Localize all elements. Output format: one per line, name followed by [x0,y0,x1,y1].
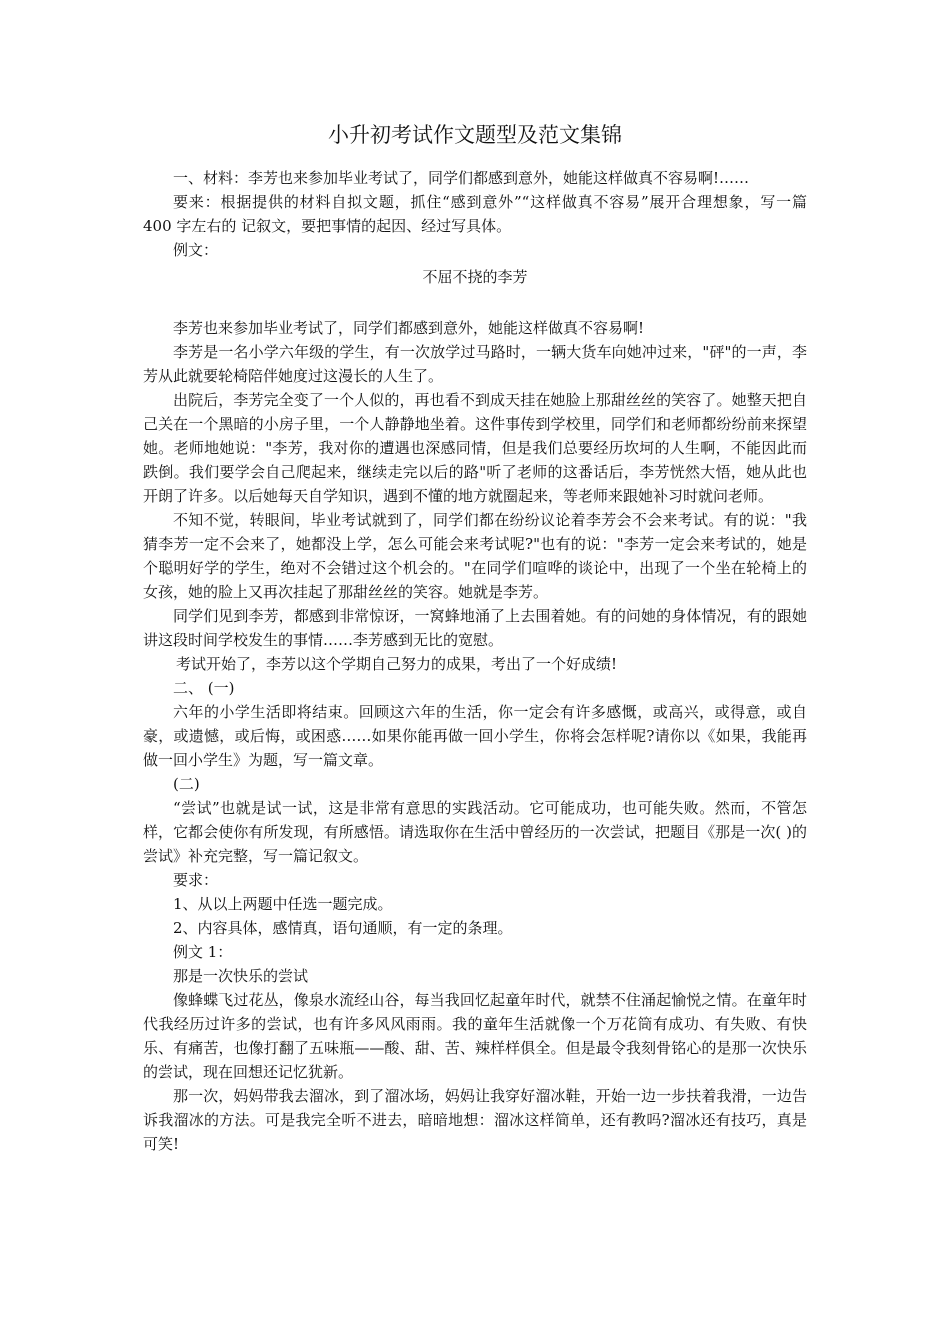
topic-one-paragraph: 六年的小学生活即将结束。回顾这六年的生活，你一定会有许多感慨，或高兴，或得意，或自豪，或遗憾，或后悔，或困惑……如果你能再做一回小学生，你将会怎样呢?请你以《如果，我能再做一回小学生》为题，写一篇文章。 [143,703,807,769]
essay-paragraph: 出院后，李芳完全变了一个人似的，再也看不到成天挂在她脸上那甜丝丝的笑容了。她整天把自己关在一个黑暗的小房子里，一个人静静地坐着。这件事传到学校里，同学们和老师都纷纷前来探望她。老师地她说："李芳，我对你的遭遇也深感同情，但是我们总要经历坎坷的人生啊，不能因此而跌倒。我们要学会自己爬起来，继续走完以后的路"听了老师的这番话后，李芳恍然大悟，她从此也开朗了许多。以后她每天自学知识，遇到不懂的地方就圈起来，等老师来跟她补习时就问老师。 [143,391,807,505]
part-two-sub-heading: (二) [173,775,200,793]
part-one-header [143,166,807,262]
essay-paragraph: 李芳也来参加毕业考试了，同学们都感到意外，她能这样做真不容易啊! [173,319,645,337]
requirement-item: 2、内容具体，感情真，语句通顺，有一定的条理。 [173,919,513,937]
example-label: 例文： [173,241,219,259]
requirement-item: 1、从以上两题中任选一题完成。 [173,895,393,913]
example-label: 例文 1： [173,943,233,961]
essay-paragraph: 不知不觉，转眼间，毕业考试就到了，同学们都在纷纷议论着李芳会不会来考试。有的说："我猜李芳一定不会来了，她都没上学，怎么可能会来考试呢?"也有的说："李芳一定会来考试的，她是个聪明好学的学生，绝对不会错过这个机会的。"在同学们喧哗的谈论中，出现了一个坐在轮椅上的女孩，她的脸上又再次挂起了那甜丝丝的笑容。她就是李芳。 [143,511,807,601]
essay-paragraph: 像蜂蝶飞过花丛，像泉水流经山谷，每当我回忆起童年时代，就禁不住涌起愉悦之情。在童年时代我经历过许多的尝试，也有许多风风雨雨。我的童年生活就像一个万花筒有成功、有失败、有快乐、有痛苦，也像打翻了五味瓶——酸、甜、苦、辣样样俱全。但是最令我刻骨铭心的是那一次快乐的尝试，现在回想还记忆犹新。 [143,991,807,1081]
essay-title-1: 不屈不挠的李芳 [422,268,528,286]
requirement-paragraph: 要来：根据提供的材料自拟文题，抓住“感到意外”“这样做真不容易”展开合理想象，写一篇 400 字左右的 记叙文，要把事情的起因、经过写具体。 [143,193,807,235]
essay-paragraph: 李芳是一名小学六年级的学生，有一次放学过马路时，一辆大货车向她冲过来，"砰"的一声，李芳从此就要轮椅陪伴她度过这漫长的人生了。 [143,343,807,385]
essay-paragraph: 考试开始了，李芳以这个学期自己努力的成果，考出了一个好成绩! [176,655,618,673]
material-paragraph: 一、材料：李芳也来参加毕业考试了，同学们都感到意外，她能这样做真不容易啊!…… [173,169,750,187]
document-body [143,316,807,1156]
essay-title-2: 那是一次快乐的尝试 [173,967,309,985]
essay-paragraph: 那一次，妈妈带我去溜冰，到了溜冰场，妈妈让我穿好溜冰鞋，开始一边一步扶着我滑，一边告诉我溜冰的方法。可是我完全听不进去，暗暗地想：溜冰这样简单，还有教吗?溜冰还有技巧，真是可笑! [143,1087,807,1153]
part-two-heading: 二、 (一) [173,679,235,697]
essay-paragraph: 同学们见到李芳，都感到非常惊讶，一窝蜂地涌了上去围着她。有的问她的身体情况，有的跟她讲这段时间学校发生的事情……李芳感到无比的宽慰。 [143,607,807,649]
topic-two-paragraph: “尝试”也就是试一试，这是非常有意思的实践活动。它可能成功，也可能失败。然而，不管怎样，它都会使你有所发现，有所感悟。请选取你在生活中曾经历的一次尝试，把题目《那是一次( )的尝试》补充完整，写一篇记叙文。 [143,799,807,865]
document-title: 小升初考试作文题型及范文集锦 [328,123,622,147]
requirement-label: 要求： [173,871,219,889]
